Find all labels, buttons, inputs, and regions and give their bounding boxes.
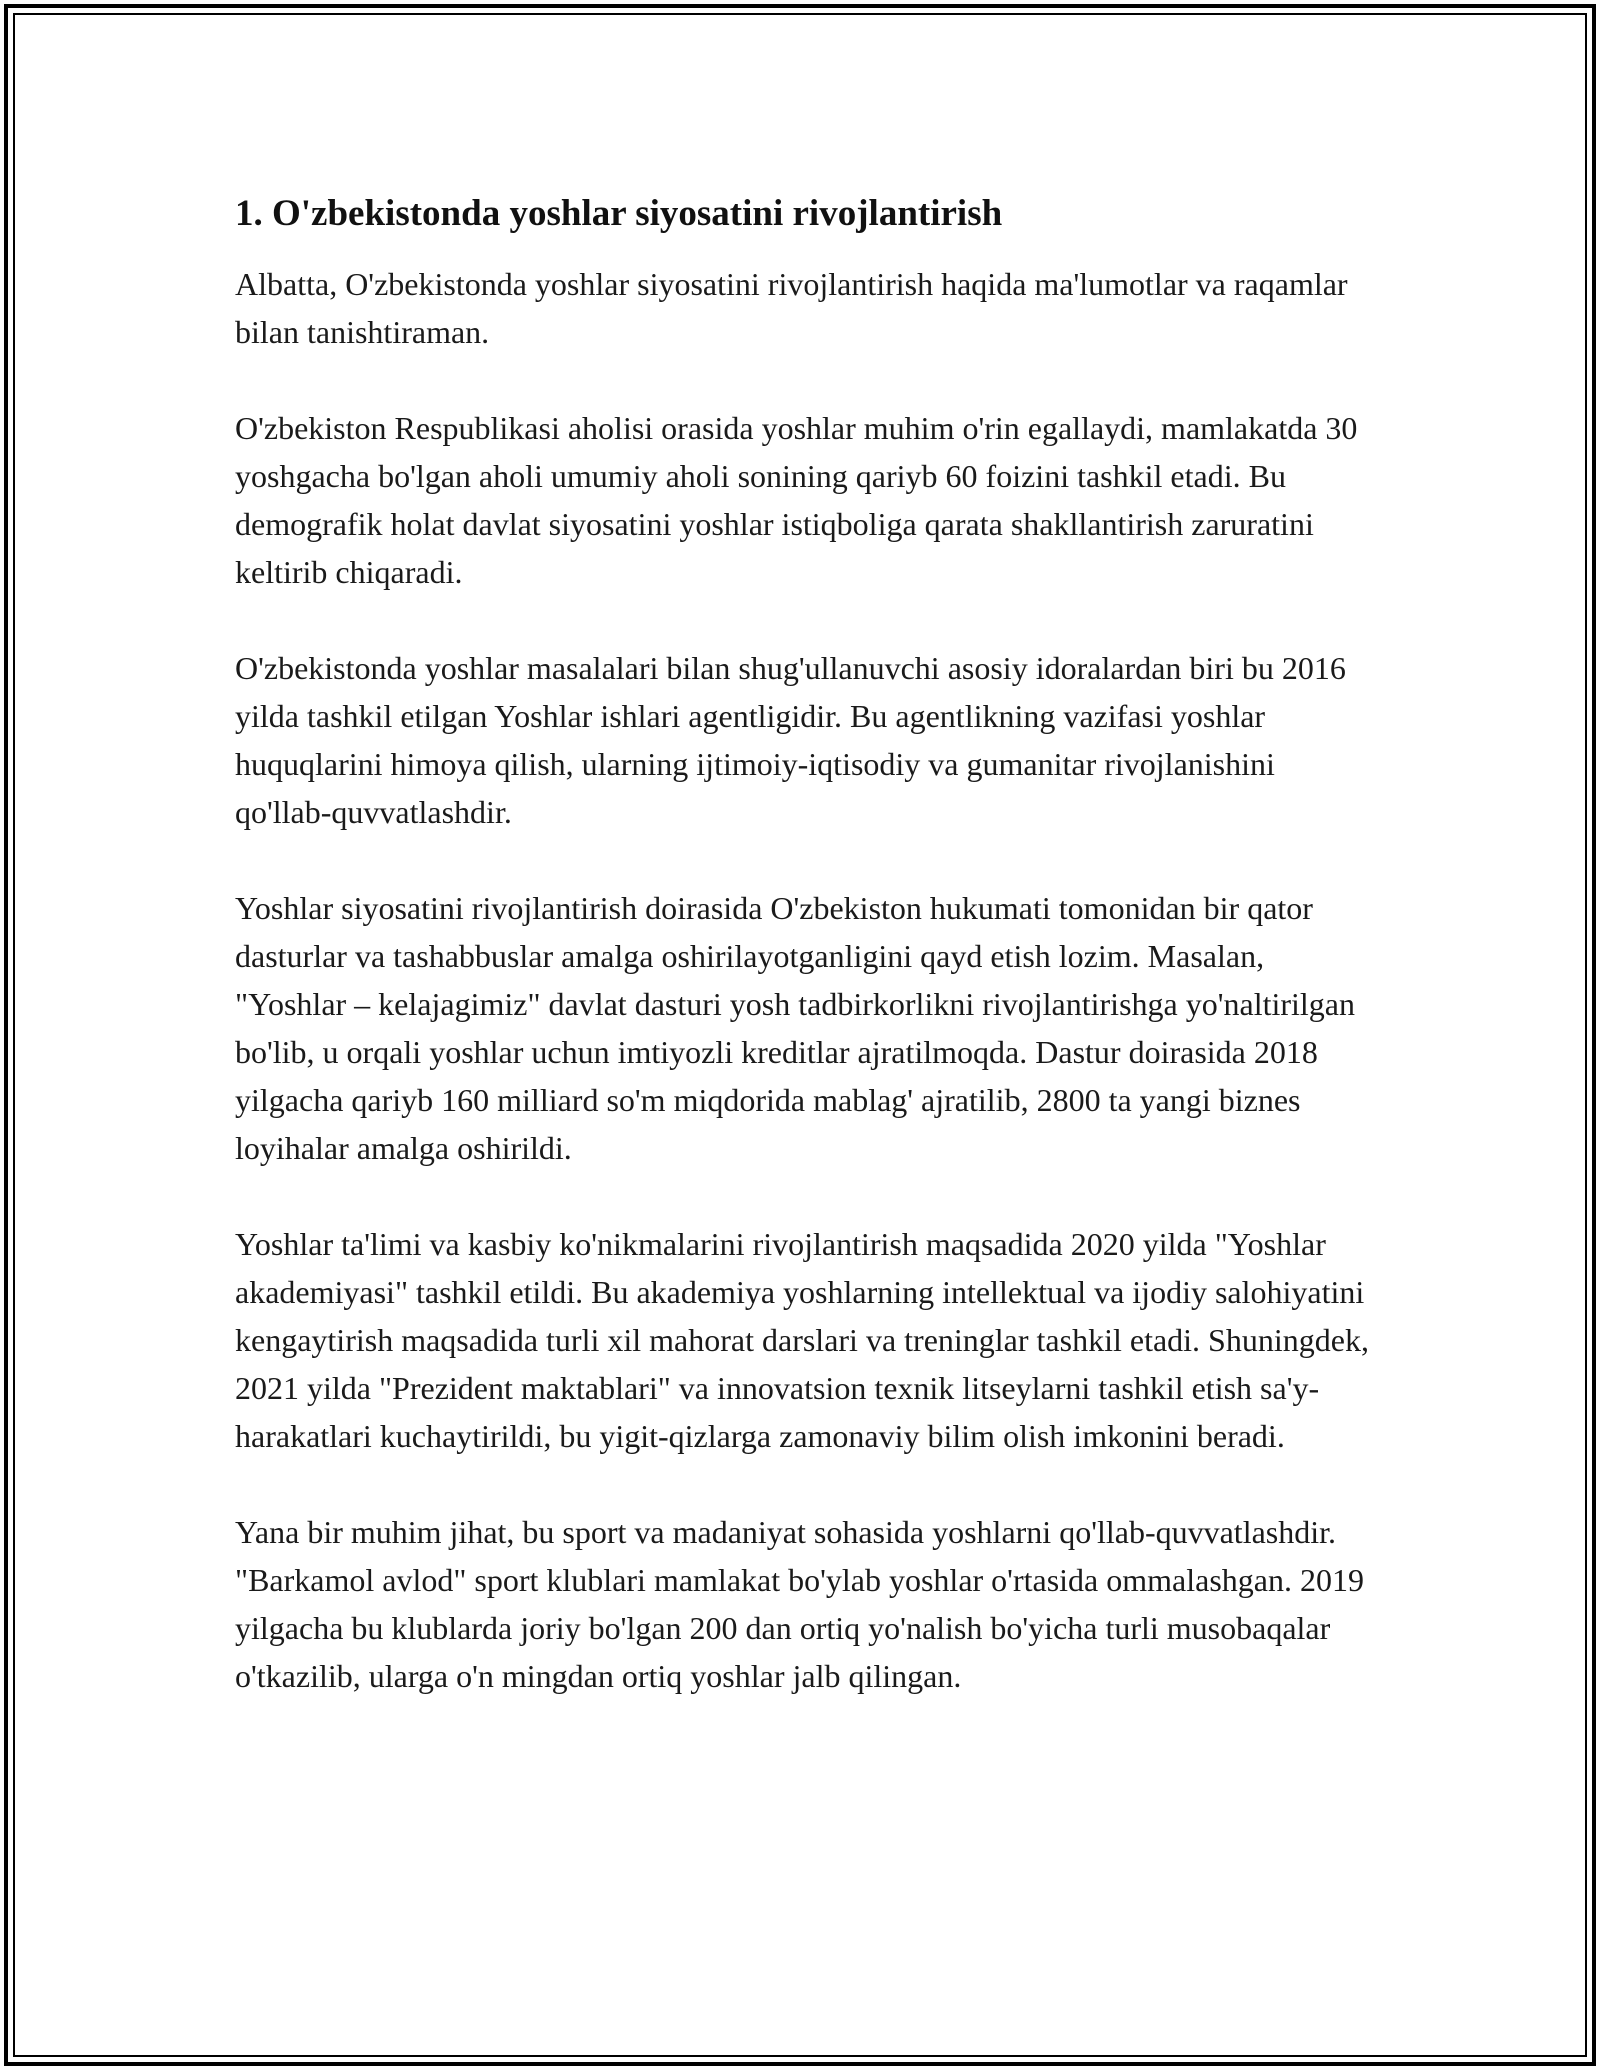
paragraph-demographics: O'zbekiston Respublikasi aholisi orasida yoshlar muhim o'rin egallaydi, mamlakatda 30 yoshgacha bo'lgan aholi umumiy aholi sonining qariyb 60 foizini tashkil etadi. Bu demografik holat davlat siyosatini yoshlar istiqboliga qarata shakllantirish zaruratini keltirib chiqaradi. (235, 410, 1358, 590)
document-page (235, 190, 1375, 1748)
paragraph-education: Yoshlar ta'limi va kasbiy ko'nikmalarini rivojlantirish maqsadida 2020 yilda "Yoshlar akademiyasi" tashkil etildi. Bu akademiya yoshlarning intellektual va ijodiy salohiyatini kengaytirish maqsadida turli xil mahorat darslari va treninglar tashkil etadi. Shuningdek, 2021 yilda "Prezident maktablari" va innovatsion texnik litseylarni tashkil etish sa'y-harakatlari kuchaytirildi, bu yigit-qizlarga zamonaviy bilim olish imkonini beradi. (235, 1226, 1369, 1454)
paragraph-sport-culture: Yana bir muhim jihat, bu sport va madaniyat sohasida yoshlarni qo'llab-quvvatlashdir. "Barkamol avlod" sport klublari mamlakat bo'ylab yoshlar o'rtasida ommalashgan. 2019 yilgacha bu klublarda joriy bo'lgan 200 dan ortiq yo'nalish bo'yicha turli musobaqalar o'tkazilib, ularga o'n mingdan ortiq yoshlar jalb qilingan. (235, 1514, 1364, 1694)
paragraph-youth-agency: O'zbekistonda yoshlar masalalari bilan shug'ullanuvchi asosiy idoralardan biri bu 2016 yilda tashkil etilgan Yoshlar ishlari agentligidir. Bu agentlikning vazifasi yoshlar huquqlarini himoya qilish, ularning ijtimoiy-iqtisodiy va gumanitar rivojlanishini qo'llab-quvvatlashdir. (235, 650, 1346, 830)
document-title: 1. O'zbekistonda yoshlar siyosatini rivojlantirish (235, 193, 1003, 234)
paragraph-programs: Yoshlar siyosatini rivojlantirish doirasida O'zbekiston hukumati tomonidan bir qator dasturlar va tashabbuslar amalga oshirilayotganligini qayd etish lozim. Masalan, "Yoshlar – kelajagimiz" davlat dasturi yosh tadbirkorlikni rivojlantirishga yo'naltirilgan bo'lib, u orqali yoshlar uchun imtiyozli kreditlar ajratilmoqda. Dastur doirasida 2018 yilgacha qariyb 160 milliard so'm miqdorida mablag' ajratilib, 2800 ta yangi biznes loyihalar amalga oshirildi. (235, 890, 1355, 1166)
paragraph-intro: Albatta, O'zbekistonda yoshlar siyosatini rivojlantirish haqida ma'lumotlar va raqamlar bilan tanishtiraman. (235, 266, 1348, 350)
